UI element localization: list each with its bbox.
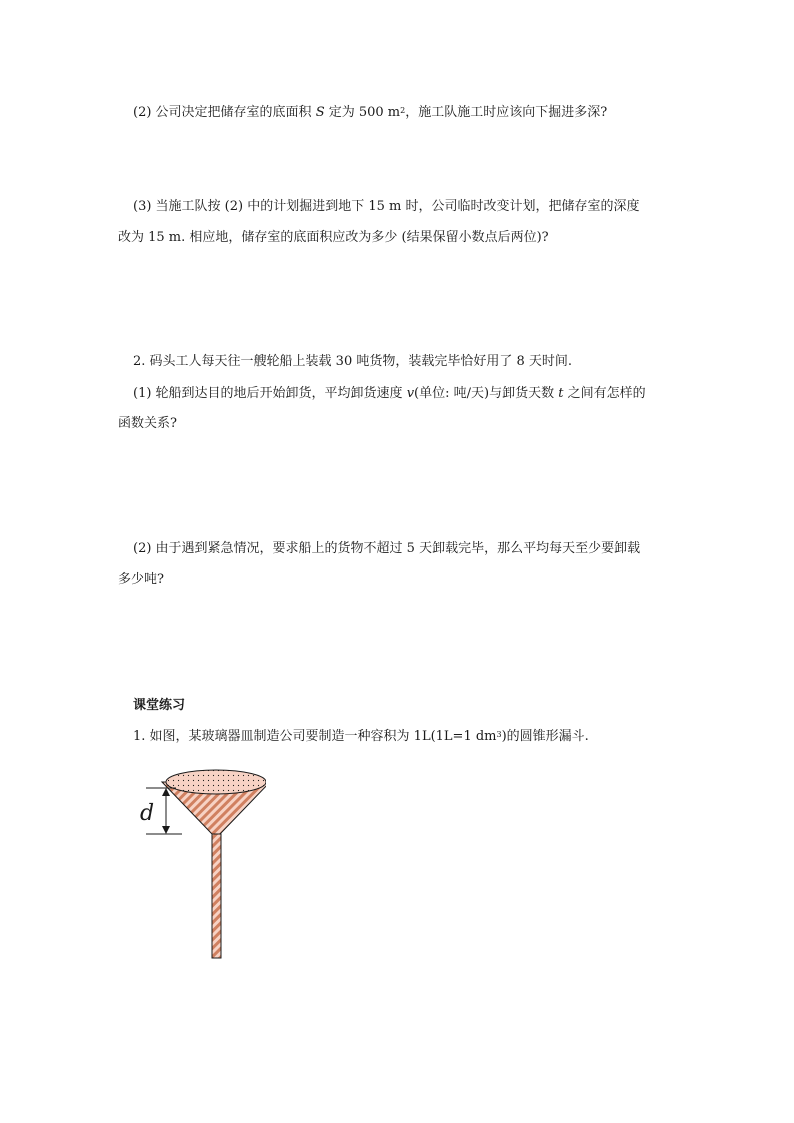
dimension-label-d: d	[140, 801, 155, 826]
question-2-1-line2: 函数关系?	[118, 416, 177, 431]
funnel-figure	[136, 768, 266, 964]
funnel-spout	[212, 834, 221, 958]
question-2-2-line1: (2) 由于遇到紧急情况，要求船上的货物不超过 5 天卸载完毕，那么平均每天至少要卸载	[133, 541, 641, 556]
dimension-arrow-down	[162, 826, 170, 834]
question-1-3-line2: 改为 15 m. 相应地，储存室的底面积应改为多少 (结果保留小数点后两位)?	[118, 230, 549, 245]
var-v: v	[406, 386, 415, 401]
practice-question-1: 1. 如图，某玻璃器皿制造公司要制造一种容积为 1L(1L=1 $dm^3$)的圆锥形漏斗.	[133, 729, 589, 744]
question-2-1-line1: (1) 轮船到达目的地后开始卸货，平均卸货速度 v(单位: 吨/天)与卸货天数 t 之间有怎样的	[133, 386, 646, 401]
section-heading-practice: 课堂练习	[133, 698, 186, 713]
question-1-3-line1: (3) 当施工队按 (2) 中的计划掘进到地下 15 m 时，公司临时改变计划，把储存室的深度	[133, 199, 640, 214]
question-1-2: (2) 公司决定把储存室的底面积 S 定为 500 $m^2$，施工队施工时应该向下掘进多深?	[133, 105, 608, 120]
problem-2-intro: 2. 码头工人每天往一艘轮船上装载 30 吨货物，装载完毕恰好用了 8 天时间.	[133, 354, 573, 369]
funnel-rim	[166, 770, 266, 794]
question-2-2-line2: 多少吨?	[118, 572, 164, 587]
var-s: S	[315, 105, 325, 120]
var-t: t	[558, 386, 564, 401]
